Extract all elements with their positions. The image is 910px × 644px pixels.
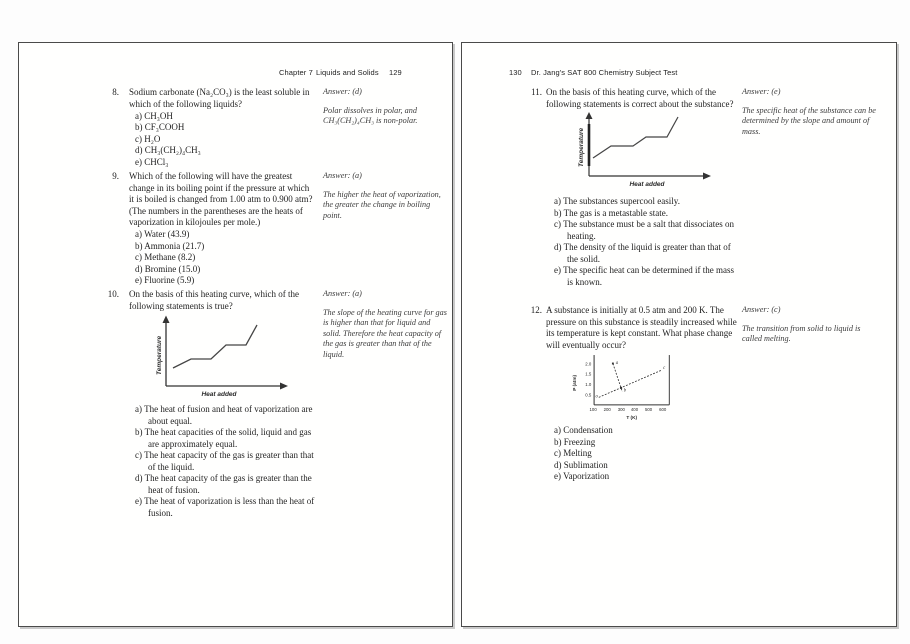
option-a: a) CH₃OH xyxy=(135,110,173,121)
point-label-c: c xyxy=(663,366,666,372)
option-b: b) Freezing xyxy=(554,436,596,447)
point-label-a: a xyxy=(615,360,619,366)
option-d: d) The density of the liquid is greater than that of the solid. xyxy=(554,242,731,264)
vaporization-boundary-line xyxy=(599,370,662,397)
answer-explanation: The transition from solid to liquid is called melting. xyxy=(742,323,861,343)
question-12 xyxy=(524,305,880,483)
heating-curve-line xyxy=(173,325,257,368)
x-axis-arrow-icon xyxy=(703,173,711,180)
option-b: b) Ammonia (21.7) xyxy=(135,240,205,251)
option-c: c) Melting xyxy=(554,448,592,458)
point-b-marker xyxy=(620,387,622,389)
option-c: c) H₂O xyxy=(135,133,161,144)
answer-explanation: The higher the heat of vaporization, the greater the change in boiling point. xyxy=(323,189,441,220)
temperature-axis-label: T (K) xyxy=(626,414,638,420)
answer-label: Answer: (e) xyxy=(742,87,781,96)
option-e: e) The specific heat can be determined if the mass is known. xyxy=(554,265,735,287)
point-a-marker xyxy=(612,363,614,365)
options-list xyxy=(135,111,315,169)
answer-label: Answer: (a) xyxy=(323,171,362,180)
book-title: Dr. Jang's SAT 800 Chemistry Subject Test xyxy=(531,68,678,77)
option-e: e) The heat of vaporization is less than the heat of fusion. xyxy=(135,496,315,518)
answer-explanation: The specific heat of the substance can be determined by the slope and amount of mass. xyxy=(742,105,876,136)
y-tick-2.0: 2.0 xyxy=(585,361,592,367)
option-d: d) CH₃(CH₂)₄CH₃ xyxy=(135,145,201,155)
chapter-label: Chapter 7 xyxy=(279,68,313,77)
question-number: 8. xyxy=(112,87,119,97)
section-title: Liquids and Solids xyxy=(316,68,379,77)
heating-curve-figure-q10 xyxy=(146,315,294,399)
answer-label: Answer: (a) xyxy=(323,289,362,298)
x-tick-100: 100 xyxy=(589,406,597,412)
option-d: d) The heat capacity of the gas is greater than the heat of fusion. xyxy=(135,473,312,495)
question-number: 11. xyxy=(531,87,542,97)
question-stem: Sodium carbonate (Na₂CO₃) is the least soluble in which of the following liquids? xyxy=(129,87,310,109)
answer-margin-note xyxy=(323,87,449,127)
option-c: c) The heat capacity of the gas is greater than that of the liquid. xyxy=(135,450,314,472)
x-tick-300: 300 xyxy=(617,406,625,412)
y-tick-1.0: 1.0 xyxy=(585,382,592,388)
answer-margin-note xyxy=(742,305,880,345)
heat-added-axis-label: Heat added xyxy=(629,181,665,188)
option-a: a) The substances supercool easily. xyxy=(554,196,680,206)
x-tick-200: 200 xyxy=(603,406,611,412)
option-d: d) Bromine (15.0) xyxy=(135,263,201,274)
option-a: a) Water (43.9) xyxy=(135,229,190,239)
y-tick-0.5: 0.5 xyxy=(585,392,592,398)
option-b: b) The gas is a metastable state. xyxy=(554,207,669,218)
answer-margin-note xyxy=(323,171,449,221)
heat-added-axis-label: Heat added xyxy=(201,391,237,398)
question-stem: Which of the following will have the greatest change in its boiling point if the pressure at which it is boiled is changed from 1.00 atm to 0.900 atm? (The numbers in the parentheses are the heats of vaporization in kilojoules per mole.) xyxy=(129,171,313,227)
question-stem: A substance is initially at 0.5 atm and 200 K. The pressure on this substance is steadily increased while its temperature is kept constant. What phase change will eventually occur? xyxy=(546,305,737,350)
x-tick-500: 500 xyxy=(645,406,653,412)
book-page-left xyxy=(18,42,453,627)
option-b: b) CF₃COOH xyxy=(135,122,185,132)
option-e: e) Fluorine (5.9) xyxy=(135,275,195,285)
heating-curve-figure-q11 xyxy=(567,112,715,190)
options-list xyxy=(135,229,315,287)
point-label-o: o xyxy=(595,394,598,400)
answer-label: Answer: (d) xyxy=(323,87,362,96)
x-axis-arrow-icon xyxy=(280,383,288,390)
x-tick-400: 400 xyxy=(630,406,639,412)
heating-curve-line xyxy=(593,117,678,158)
answer-margin-note xyxy=(323,289,449,360)
phase-diagram-figure-q12 xyxy=(564,353,674,421)
x-tick-600: 600 xyxy=(659,406,667,412)
y-axis-arrow-icon xyxy=(163,316,170,324)
question-stem: On the basis of this heating curve, which of the following statements is true? xyxy=(129,289,299,311)
question-8 xyxy=(104,87,449,168)
option-a: a) The heat of fusion and heat of vaporization are about equal. xyxy=(135,404,313,426)
pressure-axis-label: P (atm) xyxy=(572,374,578,391)
temperature-axis-label: Temperature xyxy=(156,335,163,375)
question-number: 10. xyxy=(107,289,119,299)
page-number: 130 xyxy=(509,68,522,77)
y-tick-1.5: 1.5 xyxy=(585,371,592,377)
temperature-axis-label: Temperature xyxy=(578,127,585,167)
question-11 xyxy=(524,87,880,288)
point-label-b: b xyxy=(623,388,627,394)
book-page-right xyxy=(461,42,897,627)
question-number: 9. xyxy=(112,171,119,181)
answer-explanation: Polar dissolves in polar, and CH₃(CH₂)₄CH₃ is non-polar. xyxy=(323,105,418,125)
question-10 xyxy=(104,289,449,519)
options-list xyxy=(554,425,738,483)
option-d: d) Sublimation xyxy=(554,459,608,470)
option-c: c) Methane (8.2) xyxy=(135,252,196,262)
answer-margin-note xyxy=(742,87,880,137)
answer-explanation: The slope of the heating curve for gas is higher than that for liquid and solid. Therefore the heat capacity of the gas is greater than that of the liquid. xyxy=(323,307,447,359)
question-stem: On the basis of this heating curve, which of the following statements is correct about the substance? xyxy=(546,87,734,109)
options-list xyxy=(135,404,315,519)
answer-label: Answer: (c) xyxy=(742,305,781,314)
option-e: e) Vaporization xyxy=(554,471,610,481)
y-axis-arrow-icon xyxy=(586,112,593,119)
question-number: 12. xyxy=(530,305,542,315)
option-b: b) The heat capacities of the solid, liquid and gas are approximately equal. xyxy=(135,427,312,449)
page-number: 129 xyxy=(389,68,402,77)
question-9 xyxy=(104,171,449,287)
option-a: a) Condensation xyxy=(554,425,613,435)
option-c: c) The substance must be a salt that dissociates on heating. xyxy=(554,219,735,241)
options-list xyxy=(554,196,738,288)
option-e: e) CHCl₃ xyxy=(135,156,169,167)
